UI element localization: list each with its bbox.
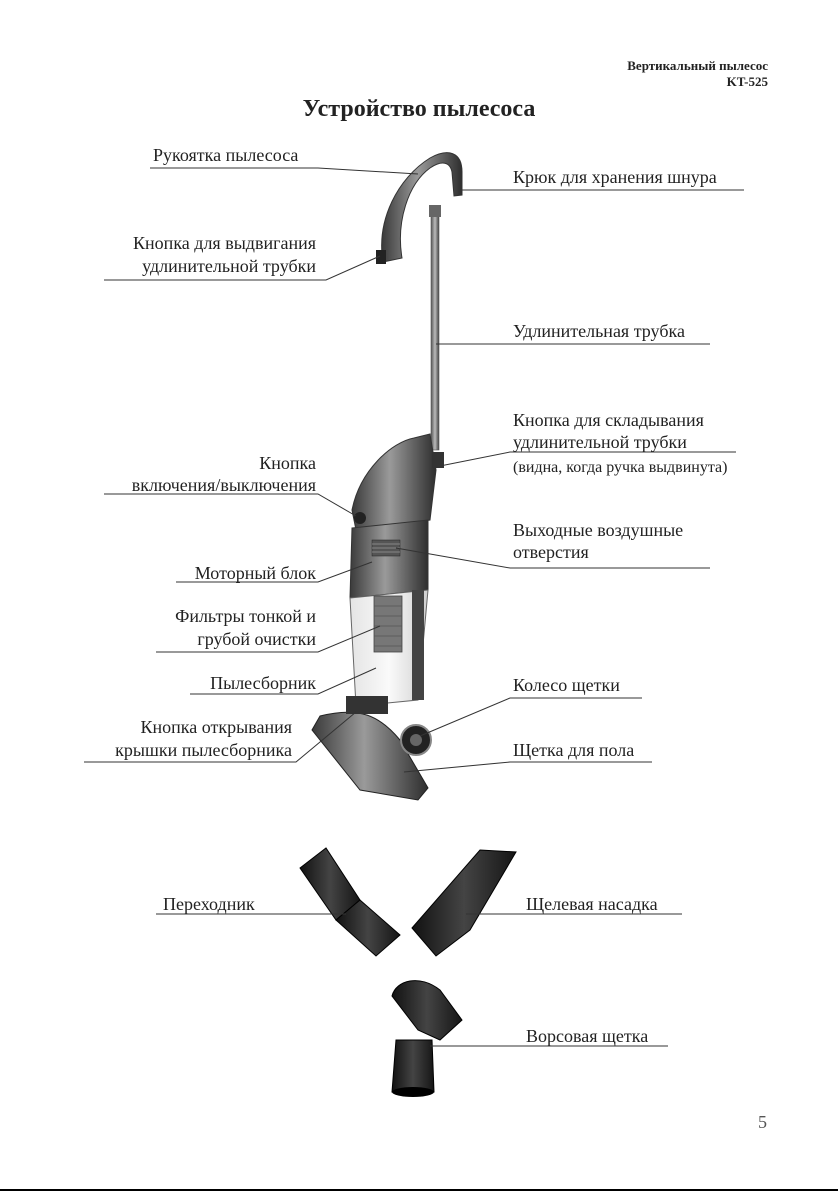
- page-title: Устройство пылесоса: [302, 96, 536, 122]
- label-dust-bin: Пылесборник: [210, 673, 316, 693]
- label-extension-tube: Удлинительная трубка: [513, 321, 685, 341]
- label-handle: Рукоятка пылесоса: [153, 145, 299, 165]
- label-motor-block: Моторный блок: [194, 563, 316, 583]
- label-filters-line2: грубой очистки: [197, 629, 316, 649]
- page-number: 5: [758, 1112, 767, 1132]
- bottom-rule: [0, 1189, 838, 1191]
- label-power-line2: включения/выключения: [131, 475, 316, 495]
- label-lid-button-line2: крышки пылесборника: [115, 740, 292, 760]
- dust-brush-nozzle: [392, 981, 462, 1097]
- adapter-nozzle: [300, 848, 400, 956]
- label-cord-hook: Крюк для хранения шнура: [513, 167, 717, 187]
- header-product-type: Вертикальный пылесос: [627, 58, 768, 73]
- label-power-line1: Кнопка: [259, 453, 316, 473]
- extension-tube: [431, 210, 439, 450]
- label-air-vents-line1: Выходные воздушные: [513, 520, 684, 540]
- label-fold-button-line2: удлинительной трубки: [513, 432, 687, 452]
- motor-block: [350, 520, 428, 598]
- crevice-nozzle: [412, 850, 516, 956]
- filter: [374, 596, 402, 652]
- label-brush-wheel: Колесо щетки: [513, 675, 620, 695]
- label-dust-brush: Ворсовая щетка: [526, 1026, 649, 1046]
- label-filters-line1: Фильтры тонкой и: [175, 606, 316, 626]
- label-extend-button-line1: Кнопка для выдвигания: [133, 233, 316, 253]
- power-button: [354, 512, 366, 524]
- label-lid-button-line1: Кнопка открывания: [140, 717, 292, 737]
- header-model: KT-525: [726, 74, 768, 89]
- label-adapter: Переходник: [163, 894, 255, 914]
- vacuum-handle: [376, 153, 462, 264]
- label-fold-button-line1: Кнопка для складывания: [513, 410, 704, 430]
- label-extend-button-line2: удлинительной трубки: [142, 256, 316, 276]
- label-fold-button-note: (видна, когда ручка выдвинута): [513, 459, 728, 476]
- label-crevice-nozzle: Щелевая насадка: [526, 894, 658, 914]
- label-air-vents-line2: отверстия: [513, 542, 589, 562]
- label-floor-brush: Щетка для пола: [513, 740, 635, 760]
